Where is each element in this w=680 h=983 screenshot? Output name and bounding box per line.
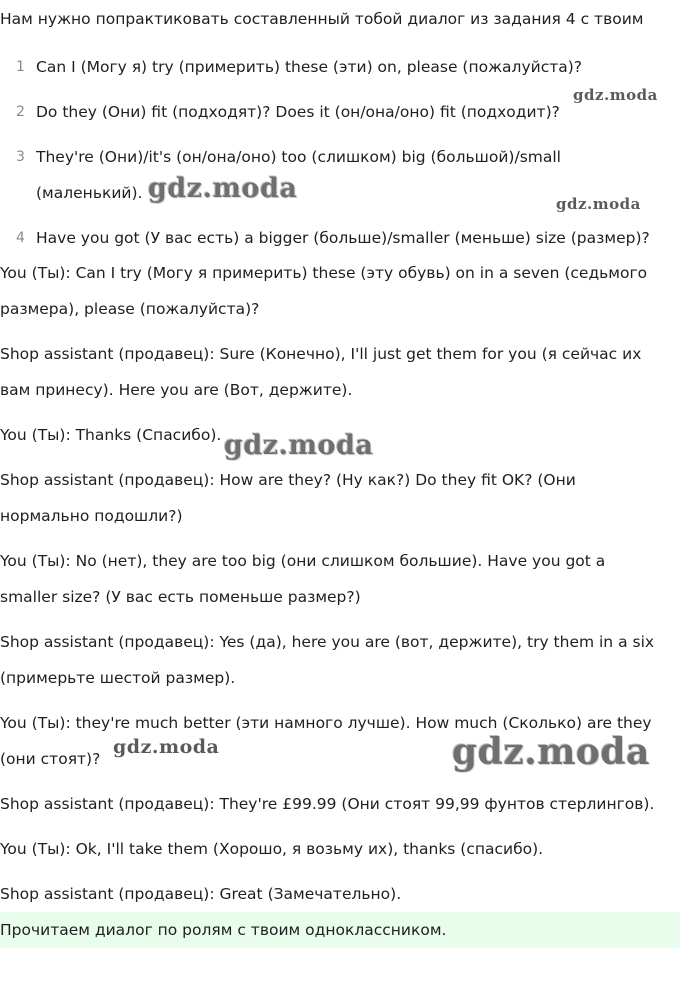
watermark: gdz.moda — [556, 195, 641, 213]
watermark: gdz.moda — [224, 430, 374, 461]
dialogue-line: You (Ты): No (нет), they are too big (они слишком большие). Have you got a smaller size? (У вас есть поменьше размер?) — [0, 552, 606, 606]
dialogue-line: Shop assistant (продавец): Yes (да), here you are (вот, держите), try them in a six (примерьте шестой размер). — [0, 633, 655, 687]
watermark: gdz.moda — [148, 173, 298, 204]
final-instruction: Прочитаем диалог по ролям с твоим одноклассником. — [0, 912, 680, 948]
dialogue-line: Shop assistant (продавец): Great (Замечательно). — [0, 885, 402, 903]
list-item-text: They're (Они)/it's (он/она/оно) too (слишком) big (большой)/small (маленький). — [36, 148, 561, 202]
dialogue-line: You (Ты): they're much better (эти намного лучше). How much (Сколько) are they (они стоят)? — [0, 714, 652, 768]
dialogue-line: You (Ты): Can I try (Могу я примерить) these (эту обувь) on in a seven (седьмого размера), please (пожалуйста)? — [0, 264, 648, 318]
list-item — [16, 220, 676, 256]
intro-text: Нам нужно попрактиковать составленный тобой диалог из задания 4 с твоим — [0, 10, 644, 28]
list-item-text: Do they (Они) fit (подходят)? Does it (он/она/оно) fit (подходит)? — [36, 103, 560, 121]
dialogue-line: Shop assistant (продавец): Sure (Конечно), I'll just get them for you (я сейчас их вам принесу). Here you are (Вот, держите). — [0, 345, 642, 399]
dialogue-line: You (Ты): Ok, I'll take them (Хорошо, я возьму их), thanks (спасибо). — [0, 840, 544, 858]
list-item-text: Can I (Могу я) try (примерить) these (эти) on, please (пожалуйста)? — [36, 58, 583, 76]
list-item — [16, 49, 676, 85]
watermark: gdz.moda — [573, 86, 658, 104]
list-item-text: Have you got (У вас есть) a bigger (больше)/smaller (меньше) size (размер)? — [36, 229, 650, 247]
dialogue-line: Shop assistant (продавец): They're £99.99 (Они стоят 99,99 фунтов стерлингов). — [0, 795, 655, 813]
watermark: gdz.moda — [113, 736, 220, 758]
list-number: 4 — [16, 230, 25, 246]
list-number: 3 — [16, 149, 25, 165]
list-item — [16, 139, 596, 211]
watermark: gdz.moda — [452, 731, 650, 773]
dialogue-line: Shop assistant (продавец): How are they? (Ну как?) Do they fit OK? (Они нормально подошли?) — [0, 471, 576, 525]
list-number: 2 — [16, 104, 25, 120]
list-number: 1 — [16, 59, 25, 75]
dialogue-line: You (Ты): Thanks (Спасибо). — [0, 426, 222, 444]
